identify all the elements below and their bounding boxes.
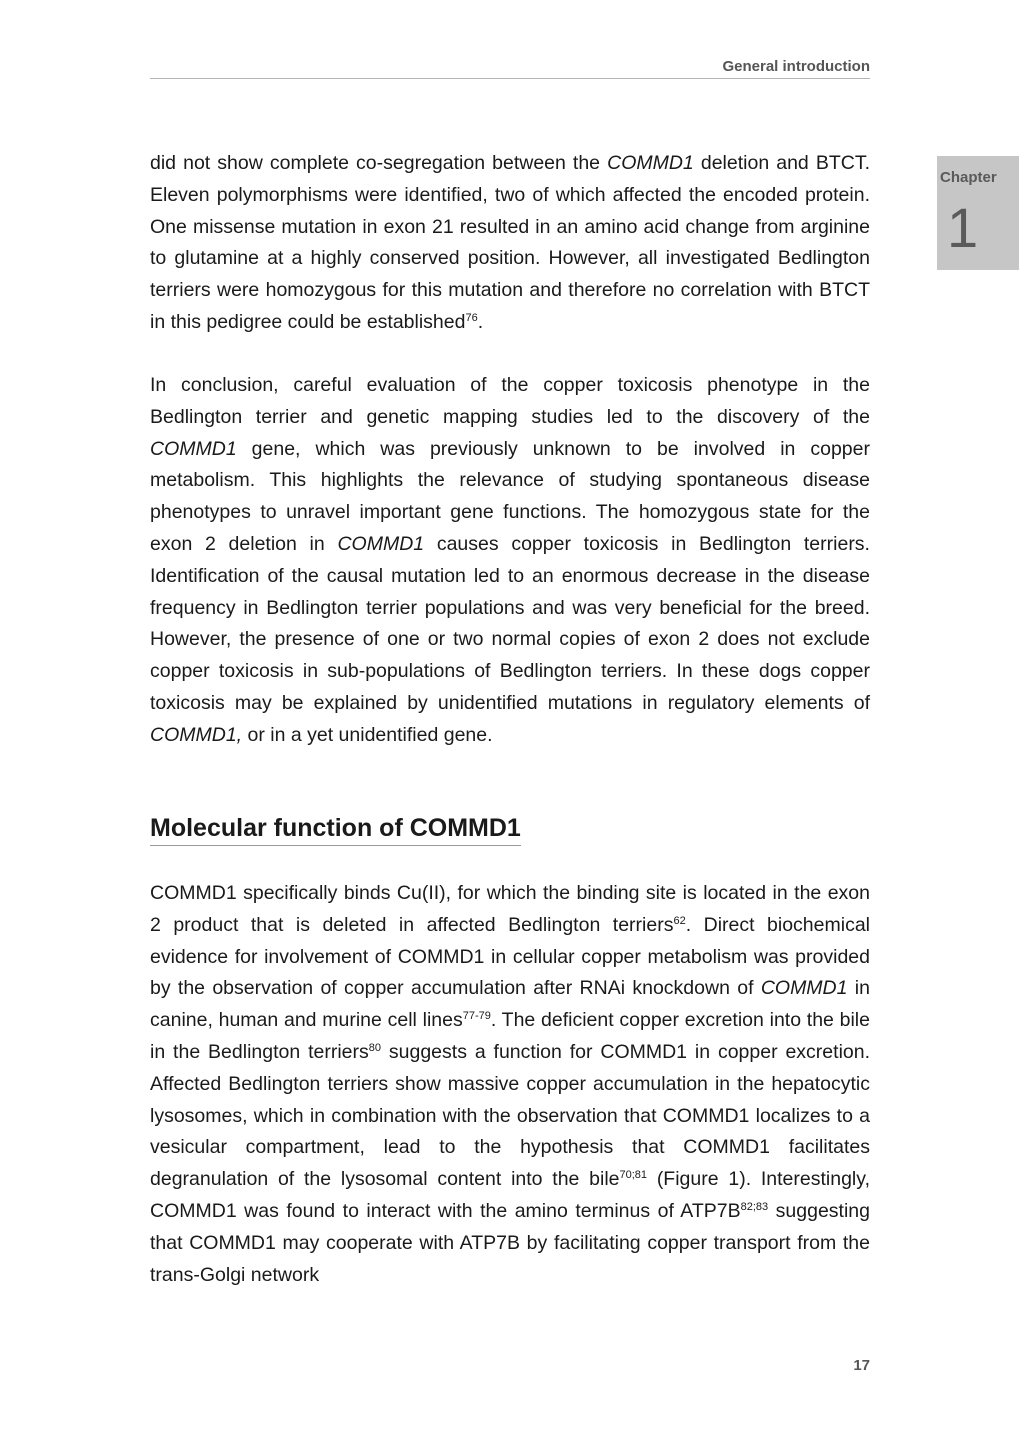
text-run: COMMD1 specifically binds Cu(II), for which the binding site is located in the exon 2 product that is deleted in affected Bedlington terriers <box>150 882 870 936</box>
text-run: gene, which was previously unknown to be involved in copper metabolism. This highlights the relevance of studying spontaneous disease phenotypes to unravel important gene functions. The homozygous state for the exon 2 deletion in <box>150 437 870 555</box>
page-number: 17 <box>853 1357 870 1374</box>
citation-ref: 76 <box>465 311 478 324</box>
gene-name: COMMD1 <box>607 152 694 174</box>
text-run: did not show complete co-segregation between the <box>150 152 608 174</box>
text-run: . <box>477 310 484 333</box>
citation-ref: 62 <box>673 914 686 927</box>
text-run: suggesting that COMMD1 may cooperate with ATP7B by facilitating copper transport from the trans-Golgi network <box>150 1199 870 1286</box>
gene-name: COMMD1 <box>760 977 848 1000</box>
citation-ref: 77-79 <box>462 1010 491 1023</box>
section-heading: Molecular function of COMMD1 <box>150 812 521 846</box>
citation-ref: 80 <box>368 1041 382 1054</box>
text-run: suggests a function for COMMD1 in copper excretion. Affected Bedlington terriers show massive copper accumulation in the hepatocytic lysosomes, which in combination with the observation that COMMD1 localizes to a vesicular compartment, lead to the hypothesis that COMMD1 facilitates degranulation of the lysosomal content into the bile <box>150 1040 871 1191</box>
text-run: causes copper toxicosis in Bedlington terriers. Identification of the causal mutation led to an enormous decrease in the disease frequency in Bedlington terrier populations and was very beneficial for the breed. However, the presence of one or two normal copies of exon 2 does not exclude copper toxicosis in sub-populations of Bedlington terriers. In these dogs copper toxicosis may be explained by unidentified mutations in regulatory elements of <box>150 532 870 714</box>
gene-name: COMMD1 <box>150 437 237 460</box>
chapter-label: Chapter <box>940 169 997 186</box>
text-run: deletion and BTCT. Eleven polymorphisms were identified, two of which affected the encoded protein. One missense mutation in exon 21 resulted in an amino acid change from arginine to glutamine at a highly conserved position. However, all investigated Bedlington terriers were homozygous for this mutation and therefore no correlation with BTCT in this pedigree could be established <box>150 152 871 333</box>
chapter-number: 1 <box>947 196 979 259</box>
citation-ref: 82;83 <box>740 1200 769 1213</box>
text-run: . Direct biochemical evidence for involvement of COMMD1 in cellular copper metabolism was provided by the observation of copper accumulation after RNAi knockdown of <box>150 913 870 1000</box>
text-run: (Figure 1). Interestingly, COMMD1 was found to interact with the amino terminus of ATP7B <box>150 1168 870 1222</box>
body-paragraph <box>150 878 870 1291</box>
text-run: In conclusion, careful evaluation of the copper toxicosis phenotype in the Bedlington terrier and genetic mapping studies led to the discovery of the <box>150 374 870 428</box>
body-paragraph <box>150 370 870 752</box>
text-run: . The deficient copper excretion into the bile in the Bedlington terriers <box>150 1009 870 1063</box>
text-run: in canine, human and murine cell lines <box>150 977 870 1032</box>
gene-name: COMMD1, <box>150 723 243 746</box>
citation-ref: 70;81 <box>619 1169 648 1182</box>
text-run: or in a yet unidentified gene. <box>242 723 493 746</box>
gene-name: COMMD1 <box>337 532 425 555</box>
body-paragraph <box>150 148 870 339</box>
running-header: General introduction <box>150 58 870 79</box>
chapter-tab <box>937 156 1019 270</box>
